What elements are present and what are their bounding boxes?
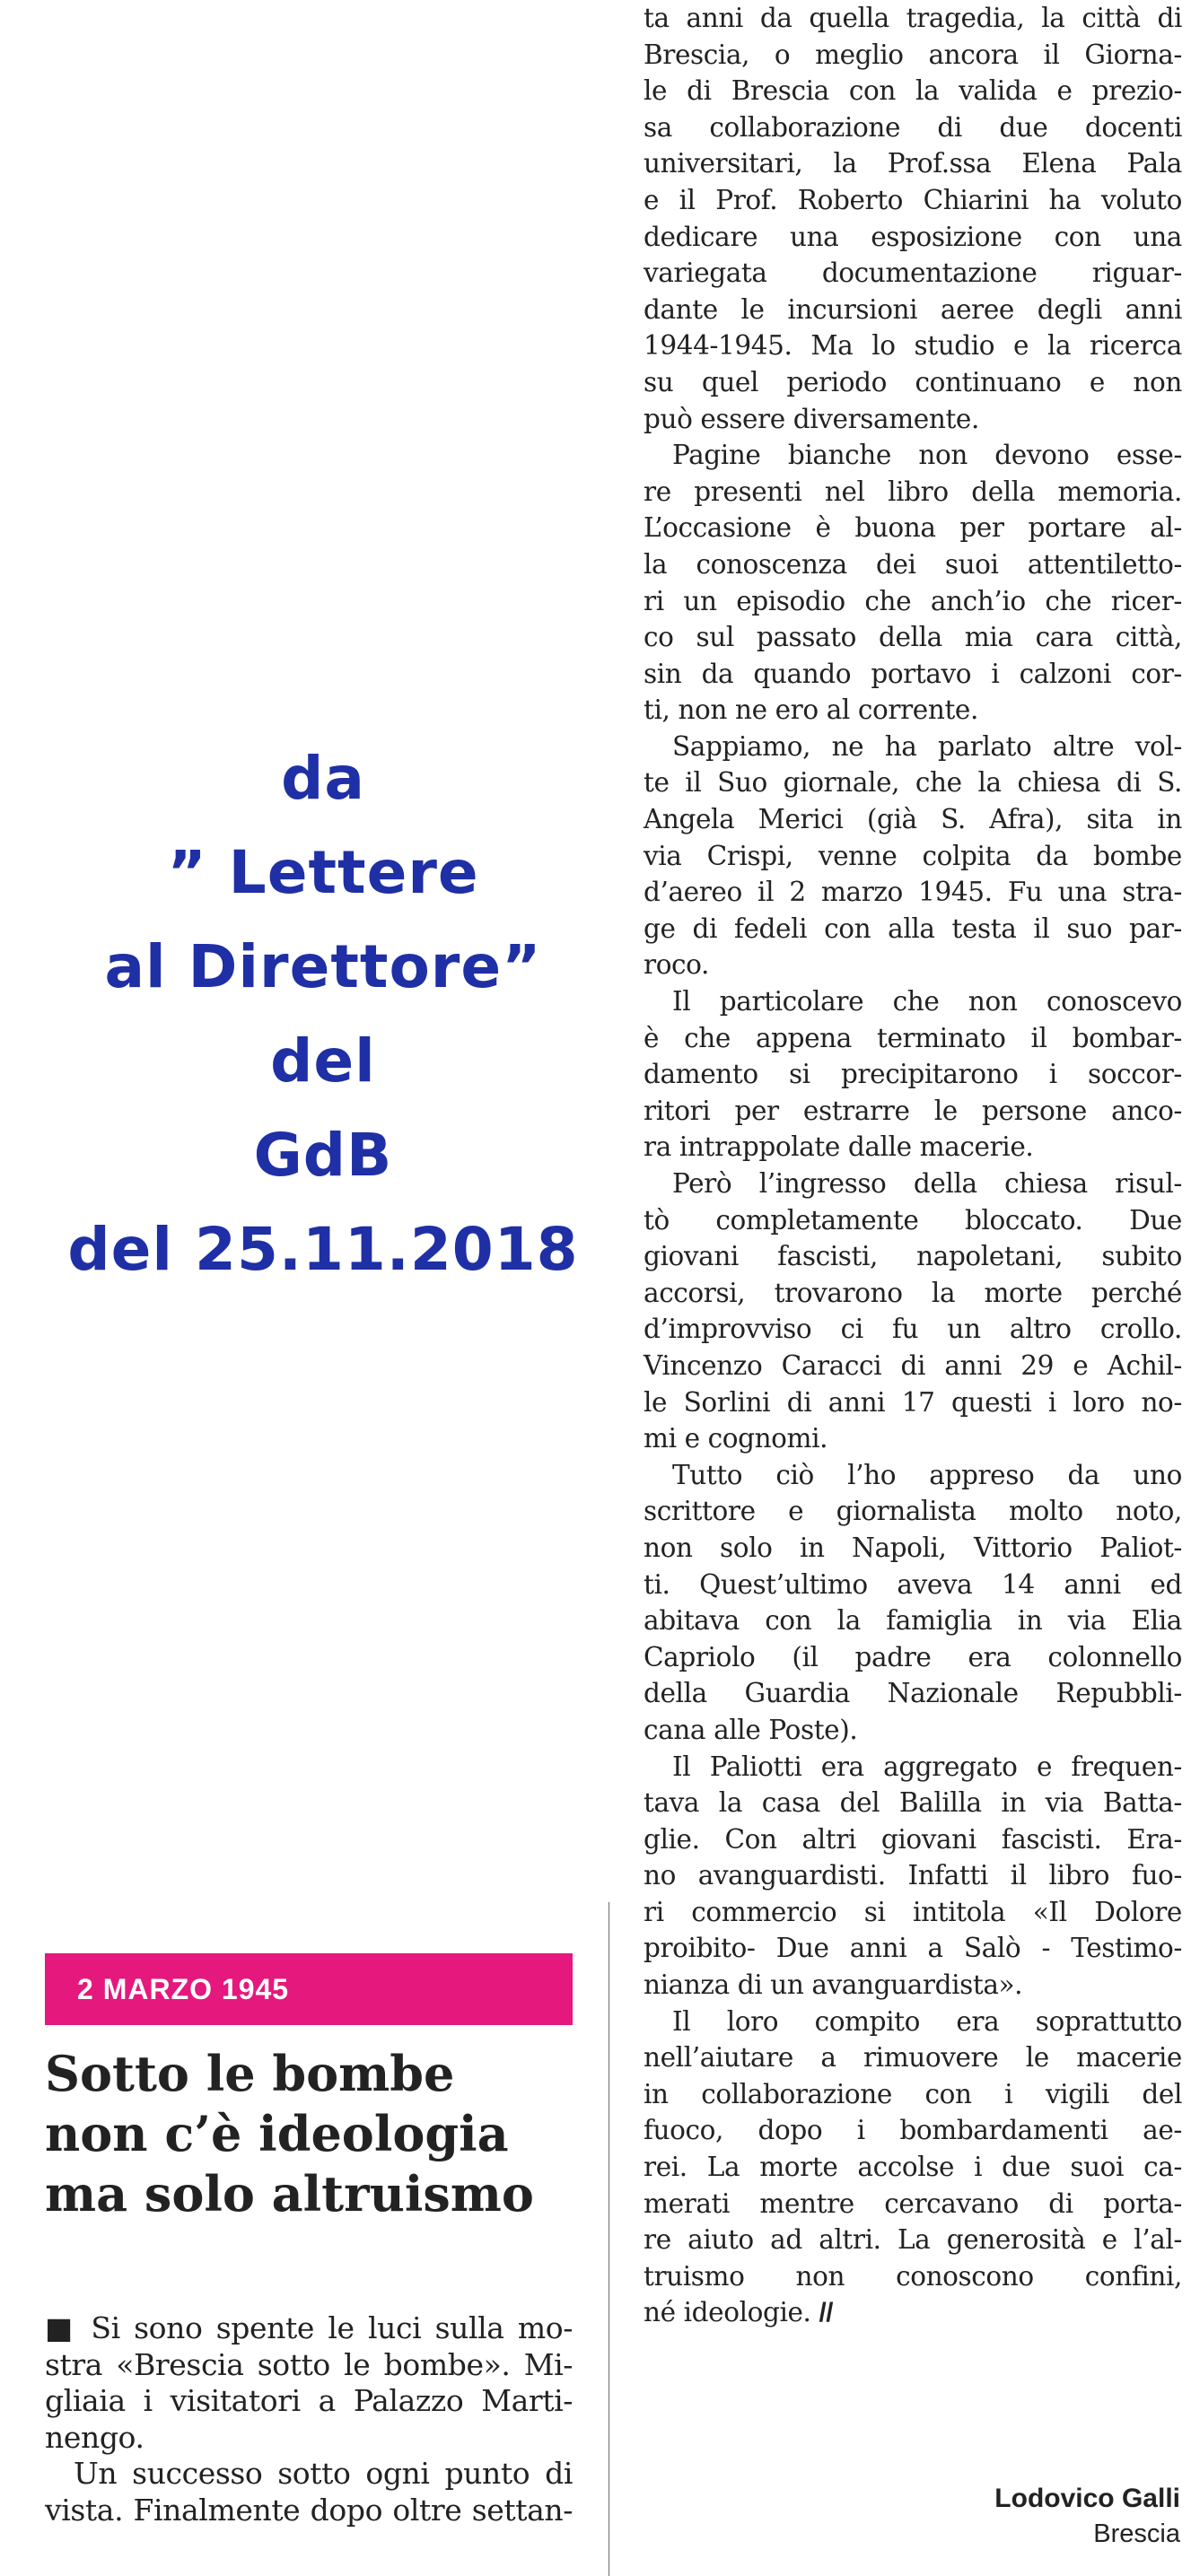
text-line: Un successo sotto ogni punto di bbox=[74, 2456, 573, 2492]
text-line: le di Brescia con la valida e prezio- bbox=[644, 75, 1182, 107]
text-line: Il Paliotti era aggregato e frequen- bbox=[672, 1751, 1182, 1782]
text-line: glie. Con altri giovani fascisti. Era- bbox=[644, 1823, 1182, 1855]
text-line: d’improvviso ci fu un altro crollo. bbox=[644, 1314, 1182, 1345]
text-line: la conoscenza dei suoi attentiletto- bbox=[644, 548, 1182, 580]
text-line: Vincenzo Caracci di anni 29 e Achil- bbox=[644, 1349, 1182, 1381]
text-line: no avanguardisti. Infatti il libro fuo- bbox=[644, 1860, 1182, 1891]
source-note-line: ” Lettere bbox=[167, 838, 479, 907]
article-right-column bbox=[644, 0, 1182, 2332]
text-line: tò completamente bloccato. Due bbox=[644, 1204, 1182, 1236]
headline-line: Sotto le bombe bbox=[45, 2045, 455, 2102]
date-band: 2 MARZO 1945 bbox=[45, 1953, 573, 2025]
text-line: ritori per estrarre le persone anco- bbox=[644, 1095, 1182, 1126]
text-line: su quel periodo continuano e non bbox=[644, 366, 1182, 397]
source-note-line: al Direttore” bbox=[104, 932, 542, 1001]
source-note-line: da bbox=[281, 744, 365, 813]
text-line: le Sorlini di anni 17 questi i loro no- bbox=[644, 1386, 1182, 1418]
text-line: ri commercio si intitola «Il Dolore bbox=[644, 1896, 1182, 1927]
text-line: sa collaborazione di due docenti bbox=[644, 111, 1182, 143]
text-line: e il Prof. Roberto Chiarini ha voluto bbox=[644, 184, 1182, 215]
end-mark: // bbox=[819, 2298, 834, 2328]
text-line: ta anni da quella tragedia, la città di bbox=[644, 3, 1182, 33]
headline-line: non c’è ideologia bbox=[45, 2105, 509, 2162]
text-line: Tutto ciò l’ho appreso da uno bbox=[672, 1459, 1182, 1490]
text-line: dante le incursioni aeree degli anni bbox=[644, 293, 1182, 325]
text-line: L’occasione è buona per portare al- bbox=[644, 512, 1182, 544]
text-line: non solo in Napoli, Vittorio Paliot- bbox=[644, 1532, 1182, 1563]
text-line: re presenti nel libro della memoria. bbox=[644, 476, 1182, 507]
text-line: Però l’ingresso della chiesa risul- bbox=[672, 1168, 1182, 1199]
text-line: ge di fedeli con alla testa il suo par- bbox=[644, 913, 1182, 944]
text-line: Capriolo (il padre era colonnello bbox=[644, 1641, 1182, 1672]
text-line-final bbox=[644, 2294, 1182, 2332]
source-note bbox=[54, 731, 592, 1297]
text-line: proibito- Due anni a Salò - Testimo- bbox=[644, 1933, 1182, 1964]
headline bbox=[45, 2044, 583, 2224]
text-line: Sappiamo, ne ha parlato altre vol- bbox=[672, 730, 1182, 762]
text-line: stra «Brescia sotto le bombe». Mi- bbox=[45, 2346, 573, 2382]
text-line: fuoco, dopo i bombardamenti ae- bbox=[644, 2115, 1182, 2146]
text-line: abitava con la famiglia in via Elia bbox=[644, 1605, 1182, 1637]
text-line: Il particolare che non conoscevo bbox=[672, 986, 1182, 1017]
text-line: dedicare una esposizione con una bbox=[644, 221, 1182, 252]
text-line: re aiuto ad altri. La generosità e l’al- bbox=[644, 2224, 1182, 2256]
text-line: Pagine bianche non devono esse- bbox=[672, 440, 1182, 471]
text-line: ■ Si sono spente le luci sulla mo- bbox=[45, 2310, 573, 2345]
text-line: accorsi, trovarono la morte perché bbox=[644, 1277, 1182, 1308]
text-line: universitari, la Prof.ssa Elena Pala bbox=[644, 148, 1182, 179]
final-text: né ideologie. bbox=[644, 2297, 811, 2328]
text-line: giovani fascisti, napoletani, subito bbox=[644, 1241, 1182, 1272]
text-line: nengo. bbox=[45, 2419, 144, 2455]
text-line: nianza di un avanguardista». bbox=[644, 1969, 1023, 2001]
author-name: Lodovico Galli bbox=[994, 2484, 1180, 2513]
text-line: Angela Merici (già S. Afra), sita in bbox=[644, 804, 1182, 835]
text-line: può essere diversamente. bbox=[644, 403, 979, 434]
text-line: via Crispi, venne colpita da bombe bbox=[644, 840, 1182, 871]
source-note-line: GdB bbox=[253, 1121, 393, 1190]
text-line: ri un episodio che anch’io che ricer- bbox=[644, 585, 1182, 616]
text-line: cana alle Poste). bbox=[644, 1714, 858, 1745]
text-line: merati mentre cercavano di porta- bbox=[644, 2187, 1182, 2219]
text-line: gliaia i visitatori a Palazzo Marti- bbox=[45, 2383, 573, 2419]
text-line: vista. Finalmente dopo oltre settan- bbox=[45, 2492, 573, 2528]
text-line: rei. La morte accolse i due suoi ca- bbox=[644, 2152, 1182, 2183]
text-line: Il loro compito era soprattutto bbox=[672, 2005, 1182, 2037]
author-city: Brescia bbox=[1093, 2519, 1180, 2548]
text-line: della Guardia Nazionale Repubbli- bbox=[644, 1678, 1182, 1709]
article-left-column bbox=[45, 2310, 573, 2529]
text-line: Brescia, o meglio ancora il Giorna- bbox=[644, 39, 1182, 70]
text-line: ti. Quest’ultimo aveva 14 anni ed bbox=[644, 1568, 1182, 1600]
text-line: sin da quando portavo i calzoni cor- bbox=[644, 658, 1182, 689]
headline-line: ma solo altruismo bbox=[45, 2165, 534, 2222]
text-line: damento si precipitarono i soccor- bbox=[644, 1059, 1182, 1090]
text-line: te il Suo giornale, che la chiesa di S. bbox=[644, 767, 1182, 799]
text-line: truismo non conoscono confini, bbox=[644, 2260, 1182, 2292]
source-note-line: del bbox=[270, 1026, 376, 1096]
text-line: nell’aiutare a rimuovere le macerie bbox=[644, 2042, 1182, 2074]
text-line: 1944-1945. Ma lo studio e la ricerca bbox=[644, 330, 1182, 362]
text-line: roco. bbox=[644, 949, 710, 981]
text-line: d’aereo il 2 marzo 1945. Fu una stra- bbox=[644, 877, 1182, 908]
text-line: ti, non ne ero al corrente. bbox=[644, 694, 978, 726]
text-line: scrittore e giornalista molto noto, bbox=[644, 1496, 1182, 1527]
text-line: variegata documentazione riguar- bbox=[644, 258, 1182, 289]
text-line: ra intrappolate dalle macerie. bbox=[644, 1131, 1034, 1163]
text-line: tava la casa del Balilla in via Batta- bbox=[644, 1787, 1182, 1819]
source-note-line: del 25.11.2018 bbox=[67, 1215, 579, 1284]
text-line: mi e cognomi. bbox=[644, 1423, 828, 1454]
text-line: è che appena terminato il bombar- bbox=[644, 1022, 1182, 1053]
text-line: in collaborazione con i vigili del bbox=[644, 2078, 1182, 2109]
text-line: co sul passato della mia cara città, bbox=[644, 622, 1182, 653]
